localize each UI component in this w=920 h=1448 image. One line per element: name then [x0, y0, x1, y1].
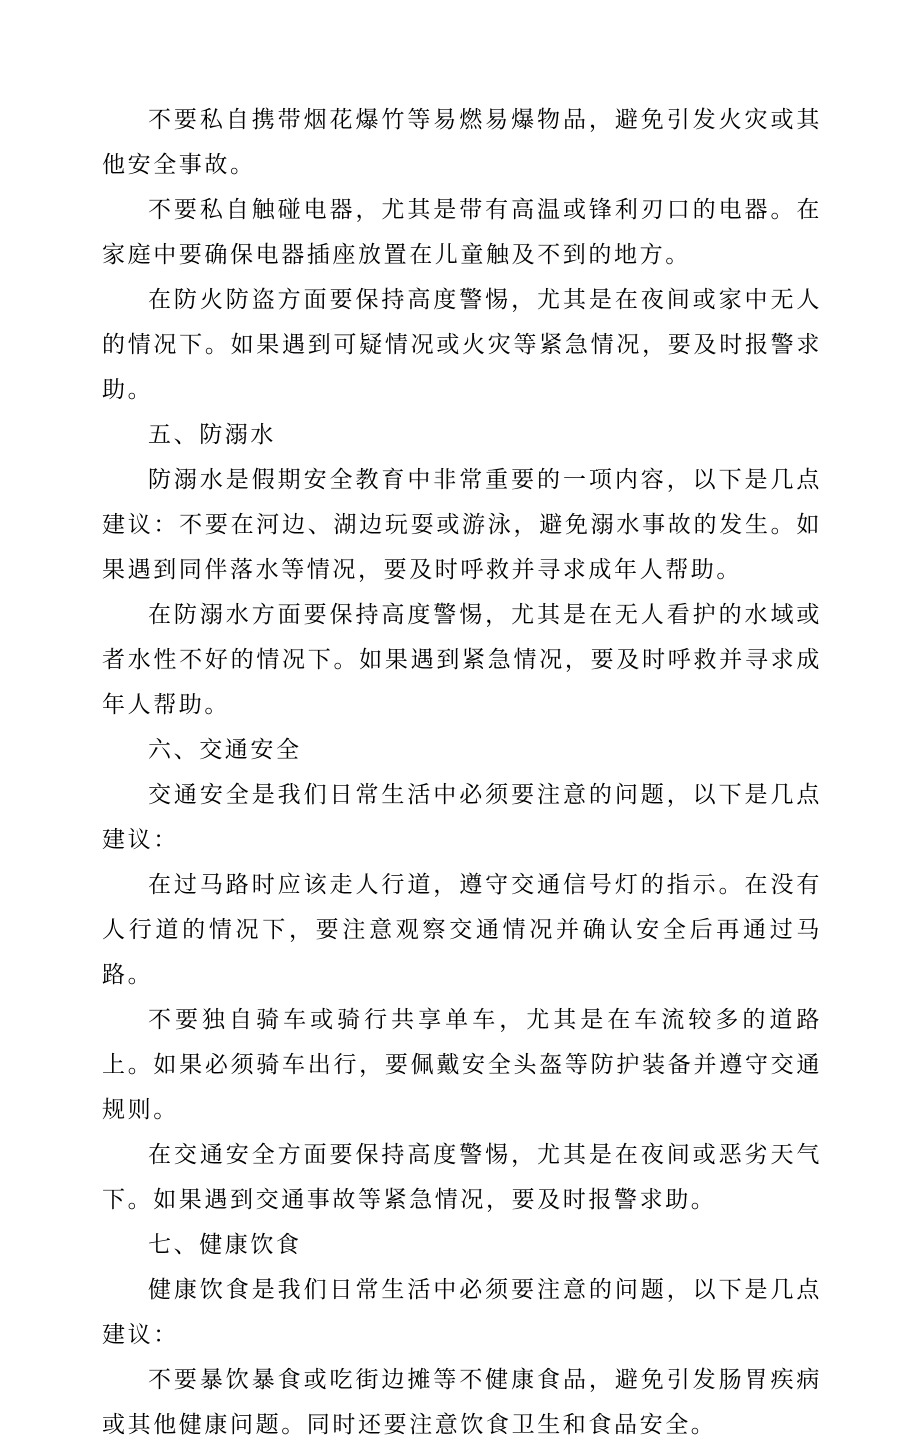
section-heading-traffic: 六、交通安全 — [148, 737, 302, 763]
section-heading-drowning: 五、防溺水 — [148, 422, 276, 448]
paragraph-diet-advice: 不要暴饮暴食或吃街边摊等不健康食品，避免引发肠胃疾病或其他健康问题。同时还要注意饮食卫生和食品安全。 — [102, 1367, 822, 1438]
paragraph-electrical: 不要私自触碰电器，尤其是带有高温或锋利刃口的电器。在家庭中要确保电器插座放置在儿童触及不到的地方。 — [102, 197, 822, 268]
document-body — [102, 98, 822, 1448]
paragraph-fireworks: 不要私自携带烟花爆竹等易燃易爆物品，避免引发火灾或其他安全事故。 — [102, 107, 822, 178]
paragraph-cycling: 不要独自骑车或骑行共享单车，尤其是在车流较多的道路上。如果必须骑车出行，要佩戴安全头盔等防护装备并遵守交通规则。 — [102, 1007, 822, 1123]
paragraph-traffic-vigilance: 在交通安全方面要保持高度警惕，尤其是在夜间或恶劣天气下。如果遇到交通事故等紧急情况，要及时报警求助。 — [102, 1142, 822, 1213]
paragraph-crossing-road: 在过马路时应该走人行道，遵守交通信号灯的指示。在没有人行道的情况下，要注意观察交通情况并确认安全后再通过马路。 — [102, 872, 822, 988]
paragraph-diet-intro: 健康饮食是我们日常生活中必须要注意的问题，以下是几点建议： — [102, 1277, 822, 1348]
paragraph-drowning-vigilance: 在防溺水方面要保持高度警惕，尤其是在无人看护的水域或者水性不好的情况下。如果遇到紧急情况，要及时呼救并寻求成年人帮助。 — [102, 602, 822, 718]
paragraph-traffic-intro: 交通安全是我们日常生活中必须要注意的问题，以下是几点建议： — [102, 782, 822, 853]
paragraph-fire-theft: 在防火防盗方面要保持高度警惕，尤其是在夜间或家中无人的情况下。如果遇到可疑情况或火灾等紧急情况，要及时报警求助。 — [102, 287, 822, 403]
section-heading-diet: 七、健康饮食 — [148, 1232, 302, 1258]
paragraph-drowning-intro: 防溺水是假期安全教育中非常重要的一项内容，以下是几点建议：不要在河边、湖边玩耍或游泳，避免溺水事故的发生。如果遇到同伴落水等情况，要及时呼救并寻求成年人帮助。 — [102, 467, 822, 583]
